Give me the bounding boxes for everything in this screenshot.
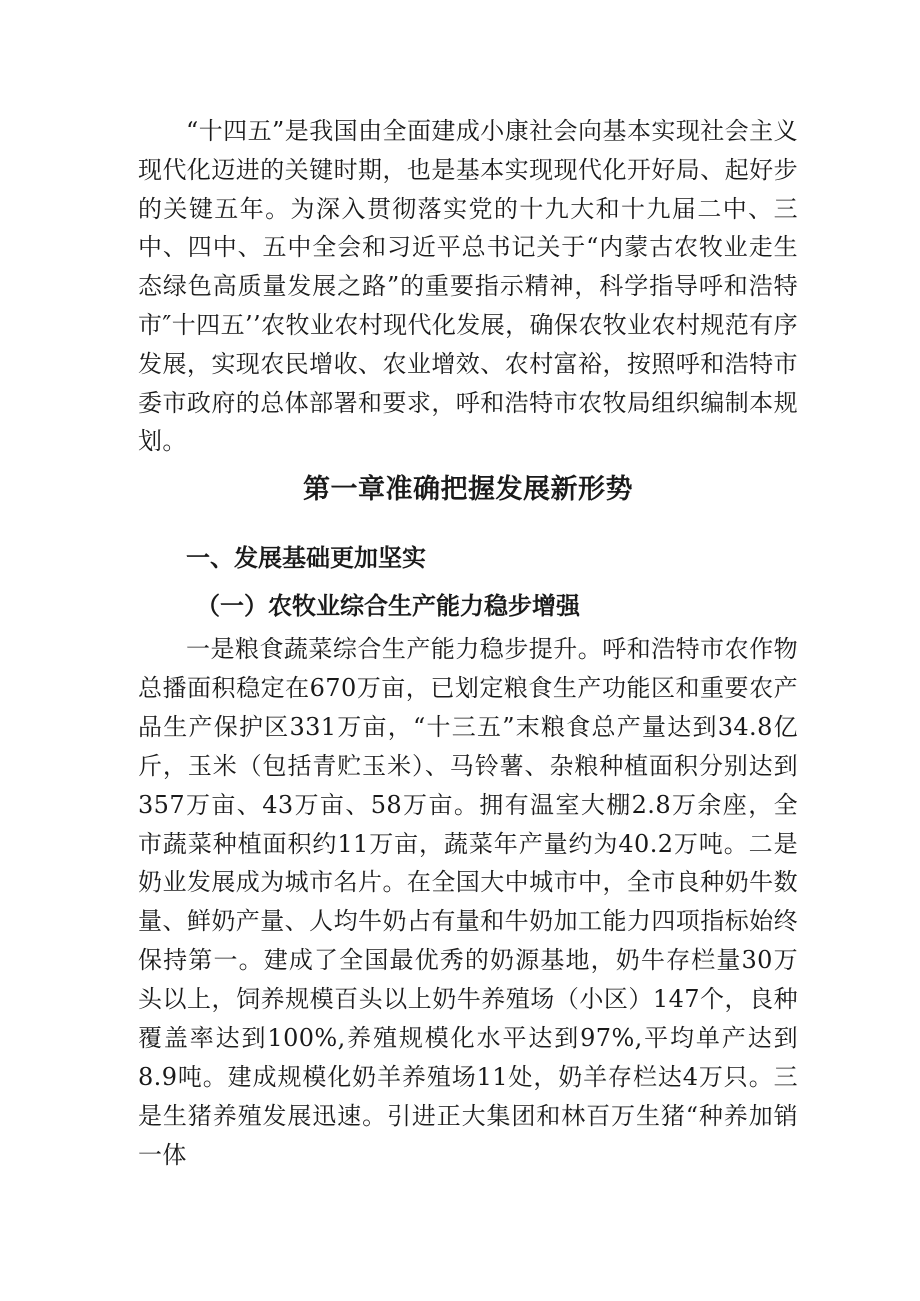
body-paragraph: 一是粮食蔬菜综合生产能力稳步提升。呼和浩特市农作物总播面积稳定在670万亩，已划定粮食生产功能区和重要农产品生产保护区331万亩，“十三五”末粮食总产量达到34.8亿斤，玉米（包括青贮玉米）、马铃薯、杂粮种植面积分别达到357万亩、43万亩、58万亩。拥有温室大棚2.8万余座，全市蔬菜种植面积约11万亩，蔬菜年产量约为40.2万吨。二是奶业发展成为城市名片。在全国大中城市中，全市良种奶牛数量、鲜奶产量、人均牛奶占有量和牛奶加工能力四项指标始终保持第一。建成了全国最优秀的奶源基地，奶牛存栏量30万头以上，饲养规模百头以上奶牛养殖场（小区）147个，良种覆盖率达到100%,养殖规模化水平达到97%,平均单产达到8.9吨。建成规模化奶羊养殖场11处，奶羊存栏达4万只。三是生猪养殖发展迅速。引进正大集团和林百万生猪“种养加销一体: [138, 635, 798, 1169]
chapter-title: 第一章准确把握发展新形势: [303, 474, 633, 505]
section-heading: 一、发展基础更加坚实: [186, 543, 426, 572]
subsection-heading: （一）农牧业综合生产能力稳步增强: [196, 591, 580, 620]
intro-paragraph: “十四五”是我国由全面建成小康社会向基本实现社会主义现代化迈进的关键时期，也是基本实现现代化开好局、起好步的关键五年。为深入贯彻落实党的十九大和十九届二中、三中、四中、五中全会和习近平总书记关于“内蒙古农牧业走生态绿色高质量发展之路”的重要指示精神，科学指导呼和浩特市″十四五’’农牧业农村现代化发展，确保农牧业农村规范有序发展，实现农民增收、农业增效、农村富裕，按照呼和浩特市委市政府的总体部署和要求，呼和浩特市农牧局组织编制本规划。: [138, 117, 798, 456]
